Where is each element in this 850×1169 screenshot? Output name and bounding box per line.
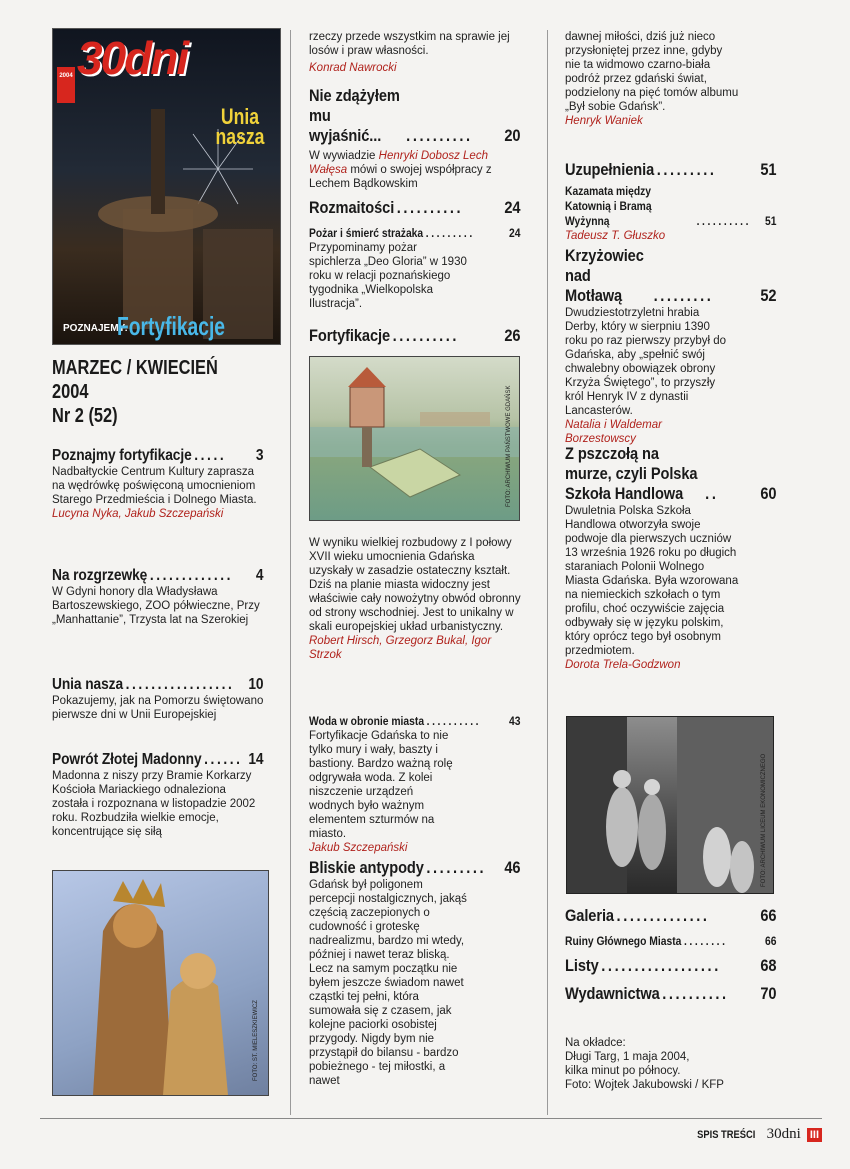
entry-page: 4 [255,567,264,584]
entry-page: 43 [508,714,521,728]
entry-summary: Fortyfikacje Gdańska to nie tylko mury i wały, baszty i bastiony. Bardzo ważną rolę odgrywała woda. Z kolei niszczenie urządzeń wodnych było ważnym elementem szturmów na miasto. [309,730,453,840]
entry-page: 46 [504,858,521,877]
cover-headline: Unia nasza [215,104,265,149]
entry-page: 24 [504,198,521,217]
footer-magazine: 30dni [766,1126,801,1142]
fortification-illustration [309,356,520,521]
entry-title: Powrót Złotej Madonny [52,751,202,768]
entry-author: Henryki Dobosz Lech Wałęsa [309,150,488,176]
photo-credit: FOTO: ARCHIWUM PAŃSTWOWE GDAŃSK [506,385,512,507]
entry-page: 14 [248,751,264,768]
toc-entry[interactable]: Kazamata między Katownią i Bramą Wyżynną .......... 51 Tadeusz T. Głuszko [565,184,777,242]
issue-heading [52,356,241,428]
cover-issue-badge: 2004 [57,67,75,103]
entry-summary: Dwuletnia Polska Szkoła Handlowa otworzyła swoje podwoje dla pierwszych uczniów 13 września 1926 roku po długich staraniach Polonii Wolnego Miasta Gdańska. Była wzorowana na niemieckich szkołach o tym profilu, choć oczywiście zajęcia odbywały się w języku polskim, który oprócz tego był osobnym przedmiotem. [565,505,739,657]
entry-page: 70 [760,984,777,1003]
fireworks-graphic [53,29,280,344]
footer-rule [40,1118,822,1119]
entry-title: Uzupełnienia [565,160,655,179]
madonna-photo [52,870,269,1096]
toc-entry[interactable]: Bliskie antypody ......... 46 Gdańsk był poligonem percepcji nostalgicznych, jakąś częścią zaczepionych o cudowność i groteskę nadrealizmu, bardzo mi wtedy, później i nawet teraz bliską. Lecz na samym początku nie byłem jeszcze świadom nawet cząstki tej pełni, która sumowała się z czasem, jak kolejne paciorki osobistej przygody. Nigdy bym nie przystąpił do bilansu - bardzo pobieżnego - tej miłostki, a nawet [309,858,521,1087]
entry-page: 60 [760,484,777,503]
issue-date: MARZEC / KWIECIEŃ 2004 [52,357,218,403]
fort-drawing [310,357,519,520]
entry-title: Unia nasza [52,676,124,693]
column-divider [547,30,548,1115]
issue-number: Nr 2 (52) [52,405,118,427]
cover-poznajemy: POZNAJEMY: [63,323,128,334]
entry-author: Lucyna Nyka, Jakub Szczepański [52,508,224,520]
school-archive-photo [566,716,774,894]
column-divider [290,30,291,1115]
entry-summary: W wyniku wielkiej rozbudowy z I połowy XVII wieku umocnienia Gdańska uzyskały w zasadzie ostateczny kształt. Dziś na planie miasta widoczny jest właściwie cały nowożytny obwód obronny od strony wschodniej. Jest to unikalny w skali europejskiej układ urbanistyczny. [309,537,521,633]
entry-title: Kazamata między Katownią i Bramą Wyżynną [565,184,652,228]
entry-author: Tadeusz T. Głuszko [565,230,666,242]
cover-logo: 30dni [77,32,188,84]
entry-page: 52 [760,286,777,305]
entry-title: Bliskie antypody [309,858,424,877]
continuation-text: dawnej miłości, dziś już nieco przysłoniętej przez inne, gdyby nie ta widmowo czarno-biała podróż przez gdański świat, podzielony na pięć tomów albumu „Był sobie Gdańsk”. [565,31,739,113]
entry-author: Natalia i Waldemar Borzestowscy [565,419,662,445]
toc-continuation [309,30,521,76]
toc-entry[interactable]: Wydawnictwa .......... 70 [565,984,777,1003]
cover-feature: Fortyfikacje [117,311,226,341]
entry-title: Ruiny Głównego Miasta [565,934,682,948]
entry-page: 51 [764,214,777,228]
toc-entry[interactable]: Poznajmy fortyfikacje ..... 3 Nadbałtyckie Centrum Kultury zaprasza na wędrówkę poświęconą umocnieniom Starego Przedmieścia i Dolnego Miasta. Lucyna Nyka, Jakub Szczepański [52,447,264,520]
toc-entry[interactable]: Rozmaitości .......... 24 [309,198,521,217]
entry-page: 66 [760,906,777,925]
entry-title: Z pszczołą na murze, czyli Polska Szkoła Handlowa [565,444,698,503]
entry-author: Dorota Trela-Godzwon [565,659,681,671]
entry-summary: W Gdyni honory dla Władysława Bartoszewskiego, ZOO półwieczne, Przy „Manhattanie”, Trzysta lat na Szerokiej [52,586,260,626]
entry-summary: Gdańsk był poligonem percepcji nostalgicznych, jakąś częścią zaczepionych o cudowność i groteskę nadrealizmu, bardzo mi wtedy, później i nawet teraz bliską. Lecz na samym początku nie byłem jeszcze świadom nawet cząstki tej pełni, która sumowała się z czasem, jak kolejne paciorki osobistej przygody. Nigdy bym nie przystąpił do bilansu - bardzo pobieżnego - tej miłostki, a nawet [309,879,467,1087]
toc-entry[interactable]: Powrót Złotej Madonny ...... 14 Madonna z niszy przy Bramie Korkarzy Kościoła Mariackiego odnaleziona została i rozpoznana w listopadzie 2002 roku. Rozbudziła wielkie emocje, koncentrujące się siłą [52,751,264,838]
photo-credit: FOTO: ARCHIWUM LICEUM EKONOMICZNEGO [761,753,767,887]
entry-summary: mówi o swojej współpracy z Lechem Bądkowskim [309,164,492,190]
entry-page: 26 [504,326,521,345]
entry-title: Krzyżowiec nad Motławą [565,246,644,305]
entry-summary: W wywiadzie [309,150,376,162]
entry-page: 10 [248,676,264,693]
entry-summary: Przypominamy pożar spichlerza „Deo Gloria” w 1930 roku w relacji poznańskiego tygodnika „Wielkopolska Ilustracja”. [309,242,467,310]
entry-page: 68 [760,956,777,975]
entry-title: Rozmaitości [309,198,395,217]
entry-author: Henryk Waniek [565,115,643,127]
entry-page: 24 [508,226,521,240]
toc-entry[interactable]: Galeria .............. 66 [565,906,777,925]
toc-entry[interactable]: Unia nasza ................. 10 Pokazujemy, jak na Pomorzu świętowano pierwsze dni w Unii Europejskiej [52,676,264,721]
cover-caption [565,1036,724,1092]
toc-entry[interactable]: Fortyfikacje .......... 26 W wyniku wielkiej rozbudowy z I połowy XVII wieku umocnienia Gdańska uzyskały w zasadzie ostateczny kształt. Dziś na planie miasta widoczny jest właściwie cały nowożytny obwód obronny od strony wschodniej. Jest to unikalny w skali europejskiej układ urbanistyczny. Robert Hirsch, Grzegorz Bukal, Igor Strzok [309,326,521,661]
entry-title: Poznajmy fortyfikacje [52,447,192,464]
continuation-text: rzeczy przede wszystkim na sprawie jej losów i praw własności. [309,31,510,57]
entry-title: Listy [565,956,599,975]
caption-line: Długi Targ, 1 maja 2004, [565,1051,690,1063]
entry-title: Pożar i śmierć strażaka [309,226,424,240]
entry-summary: Pokazujemy, jak na Pomorzu świętowano pierwsze dni w Unii Europejskiej [52,695,264,721]
toc-entry[interactable]: Krzyżowiec nad Motławą ......... 52 Dwudziestotrzyletni hrabia Derby, który w sierpniu 1390 roku po raz pierwszy przybył do Gdańska, aby „spełnić swój chwalebny obowiązek obrony Krzyża Świętego”, to przyszły król Henryk IV z dynastii Lancasterów. Natalia i Waldemar Borzestowscy [565,246,777,445]
toc-entry[interactable]: Na rozgrzewkę ............. 4 W Gdyni honory dla Władysława Bartoszewskiego, ZOO półwieczne, Przy „Manhattanie”, Trzysta lat na Szerokiej [52,567,264,626]
entry-title: Na rozgrzewkę [52,567,148,584]
entry-title: Wydawnictwa [565,984,660,1003]
madonna-figure [53,871,268,1095]
cover-image [52,28,281,345]
photo-credit: FOTO: ST. MIELESZKIEWICZ [253,1000,259,1081]
entry-title: Woda w obronie miasta [309,714,425,728]
footer-page-number: III [807,1128,822,1142]
entry-author: Jakub Szczepański [309,842,408,854]
entry-author: Konrad Nawrocki [309,62,397,74]
caption-line: Foto: Wojtek Jakubowski / KFP [565,1079,724,1091]
entry-page: 66 [764,934,777,948]
caption-line: kilka minut po północy. [565,1065,681,1077]
toc-entry[interactable]: Uzupełnienia ......... 51 [565,160,777,179]
entry-summary: Dwudziestotrzyletni hrabia Derby, który w sierpniu 1390 roku po raz pierwszy przybył do Gdańska, aby „spełnić swój chwalebny obowiązek obrony Krzyża Świętego”, to przyszły król Henryk IV z dynastii Lancasterów. [565,307,727,417]
entry-author: Robert Hirsch, Grzegorz Bukal, Igor Strzok [309,635,492,661]
entry-title: Fortyfikacje [309,326,391,345]
entry-page: 3 [255,447,264,464]
toc-continuation [565,30,777,128]
toc-entry[interactable]: Nie zdążyłem mu wyjaśnić... .......... 20 W wywiadzie Henryki Dobosz Lech Wałęsa mówi o swojej współpracy z Lechem Bądkowskim [309,86,521,190]
entry-page: 20 [504,126,521,145]
toc-entry[interactable]: Ruiny Głównego Miasta ........ 66 [565,934,777,948]
toc-entry[interactable]: Woda w obronie miasta .......... 43 Fortyfikacje Gdańska to nie tylko mury i wały, baszty i bastiony. Bardzo ważną rolę odgrywała woda. Z kolei niszczenie urządzeń wodnych było ważnym elementem szturmów na miasto. Jakub Szczepański [309,714,521,854]
entry-summary: Madonna z niszy przy Bramie Korkarzy Kościoła Mariackiego odnaleziona została i rozpoznana w listopadzie 2002 roku. Rozbudziła wielkie emocje, koncentrujące się siłą [52,770,256,838]
page-footer [692,1126,822,1143]
photo-figures [567,717,773,893]
entry-page: 51 [760,160,777,179]
toc-entry[interactable]: Pożar i śmierć strażaka ......... 24 Przypominamy pożar spichlerza „Deo Gloria” w 1930 roku w relacji poznańskiego tygodnika „Wielkopolska Ilustracja”. [309,226,521,310]
entry-title: Galeria [565,906,614,925]
entry-title: Nie zdążyłem mu wyjaśnić... [309,86,400,145]
caption-line: Na okładce: [565,1037,626,1049]
toc-entry[interactable]: Listy .................. 68 [565,956,777,975]
entry-summary: Nadbałtyckie Centrum Kultury zaprasza na wędrówkę poświęconą umocnieniom Starego Przedmieścia i Dolnego Miasta. [52,466,257,506]
toc-entry[interactable]: Z pszczołą na murze, czyli Polska Szkoła Handlowa .. 60 Dwuletnia Polska Szkoła Handlowa otworzyła swoje podwoje dla pierwszych uczniów 13 września 1926 roku po długich staraniach Polonii Wolnego Miasta Gdańska. Była wzorowana na niemieckich szkołach o tym profilu, choć oczywiście zajęcia odbywały się w języku polskim, który oprócz tego był osobnym przedmiotem. Dorota Trela-Godzwon [565,444,777,671]
footer-section: SPIS TREŚCI [697,1128,756,1141]
